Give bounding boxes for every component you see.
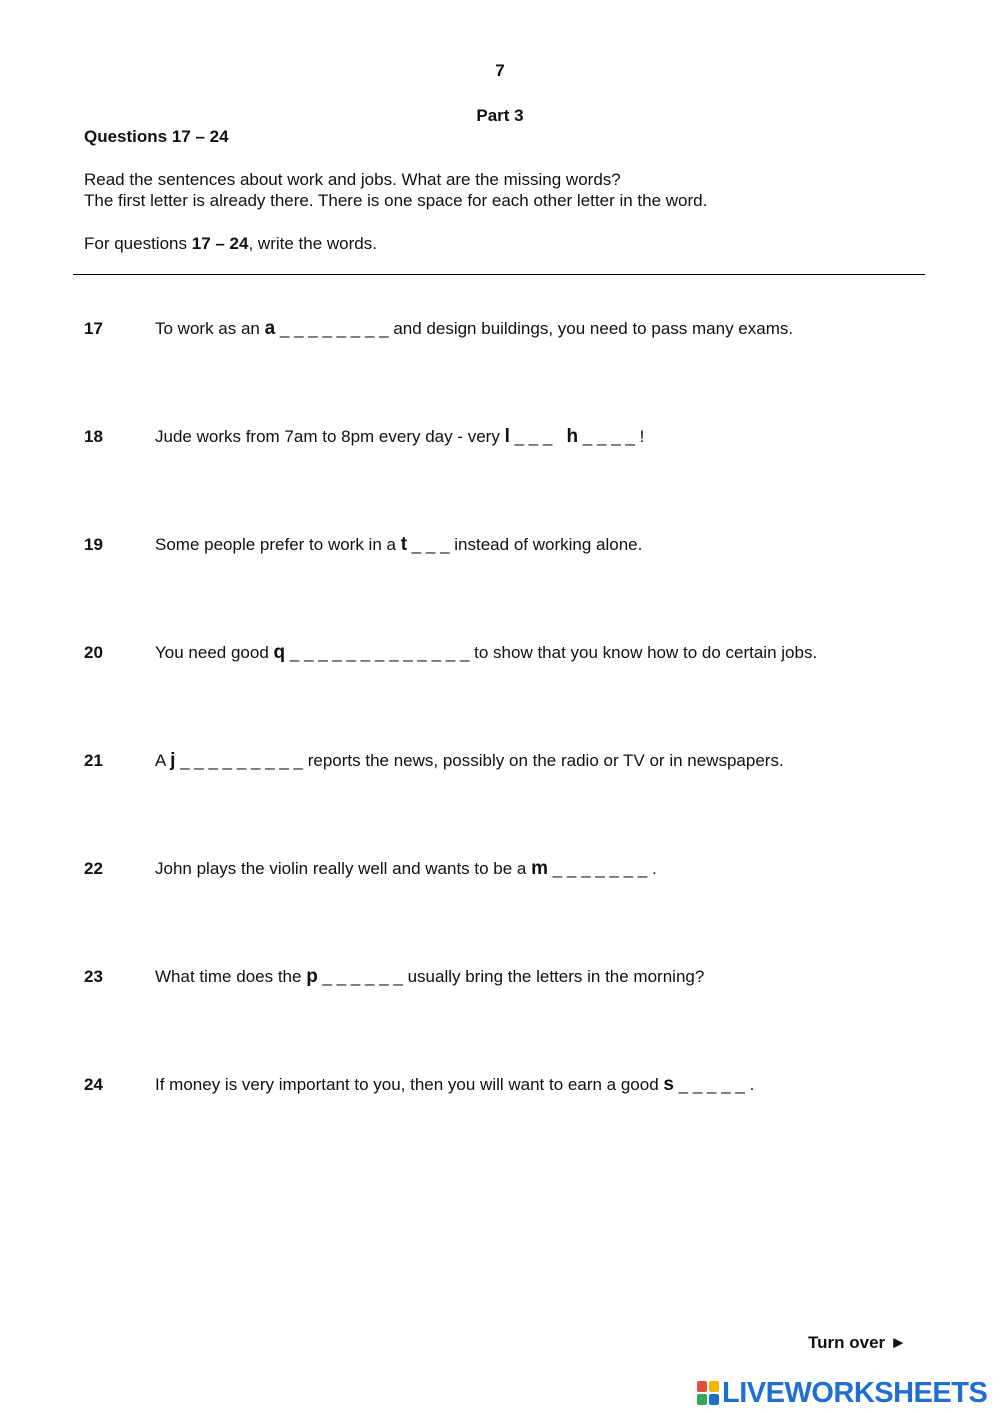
questions-range-heading: Questions 17 – 24 [84,127,229,146]
question-22-text[interactable] [155,858,657,880]
question-18-second-letter: h [566,426,579,447]
instruction-line-1: Read the sentences about work and jobs. What are the missing words? [84,170,621,189]
question-17-before: To work as an [155,319,265,338]
part-heading: Part 3 [476,106,524,125]
question-17-text[interactable] [155,318,793,340]
question-21-text[interactable] [155,750,784,772]
question-19-first-letter: t [400,534,408,555]
question-22-blank-and-rest[interactable]: _ _ _ _ _ _ _ . [548,859,657,878]
question-23-before: What time does the [155,967,307,986]
question-21-blank-and-rest[interactable]: _ _ _ _ _ _ _ _ _ reports the news, possibly on the radio or TV or in newspapers. [175,751,784,770]
liveworksheets-logo-text: LIVEWORKSHEETS [722,1376,988,1409]
question-23-first-letter: p [306,966,318,987]
instruction-line-3-range: 17 – 24 [191,234,249,253]
question-18-blank-1[interactable]: _ _ _ [509,427,567,446]
question-18-text[interactable] [155,426,644,448]
question-18-before: Jude works from 7am to 8pm every day - very [155,427,505,446]
instruction-line-3-prefix: For questions [84,234,192,253]
question-17-number: 17 [84,319,103,338]
question-21-first-letter: j [170,750,176,771]
liveworksheets-logo-icon [697,1381,719,1405]
divider-line [73,274,925,275]
question-23-number: 23 [84,967,103,986]
question-20-first-letter: q [273,642,286,663]
question-23-blank-and-rest[interactable]: _ _ _ _ _ _ usually bring the letters in the morning? [317,967,705,986]
question-19-number: 19 [84,535,103,554]
question-24-first-letter: s [663,1074,674,1095]
instruction-line-2: The first letter is already there. There is one space for each other letter in the word. [84,191,708,210]
question-19-before: Some people prefer to work in a [155,535,401,554]
question-22-before: John plays the violin really well and wants to be a [155,859,532,878]
liveworksheets-logo[interactable] [697,1378,987,1408]
question-22-first-letter: m [531,858,549,879]
question-19-blank-and-rest[interactable]: _ _ _ instead of working alone. [407,535,643,554]
question-18-blank-2[interactable]: _ _ _ _ ! [578,427,645,446]
instruction-line-3 [84,233,377,254]
question-17-blank-and-rest[interactable]: _ _ _ _ _ _ _ _ and design buildings, you need to pass many exams. [275,319,794,338]
question-22-number: 22 [84,859,103,878]
question-21-before: A [155,751,171,770]
question-18-first-letter: l [504,426,510,447]
question-23-text[interactable] [155,966,704,988]
instruction-line-3-suffix: , write the words. [248,234,377,253]
question-18-number: 18 [84,427,103,446]
question-20-number: 20 [84,643,103,662]
question-17-first-letter: a [264,318,276,339]
question-21-number: 21 [84,751,103,770]
question-19-text[interactable] [155,534,642,556]
question-20-before: You need good [155,643,274,662]
page-number: 7 [495,61,505,80]
question-24-text[interactable] [155,1074,754,1096]
question-24-number: 24 [84,1075,103,1094]
question-20-text[interactable] [155,642,817,664]
question-20-blank-and-rest[interactable]: _ _ _ _ _ _ _ _ _ _ _ _ _ to show that you know how to do certain jobs. [285,643,818,662]
question-24-blank-and-rest[interactable]: _ _ _ _ _ . [673,1075,755,1094]
turn-over-label: Turn over ► [808,1333,907,1352]
question-24-before: If money is very important to you, then you will want to earn a good [155,1075,664,1094]
